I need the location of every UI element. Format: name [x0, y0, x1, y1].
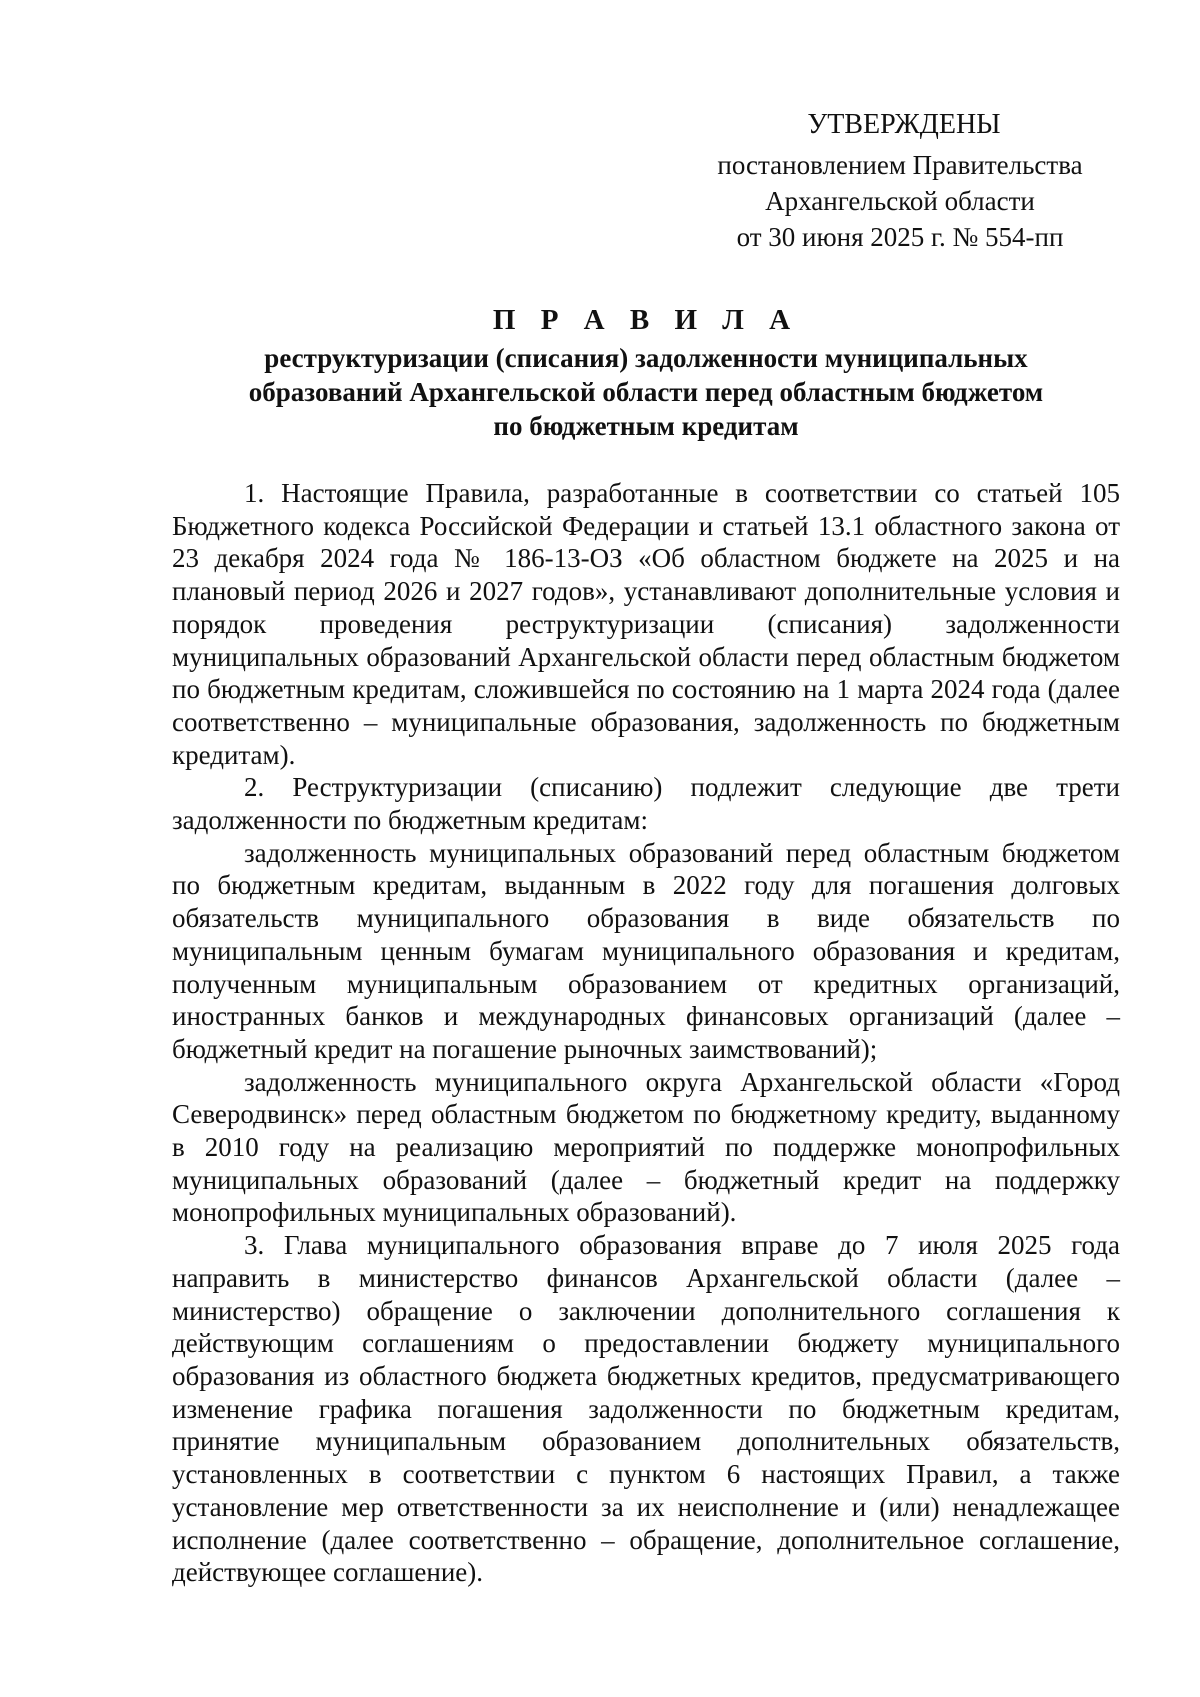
paragraph-1: 1. Настоящие Правила, разработанные в соответствии со статьей 105 Бюджетного кодекса Российской Федерации и статьей 13.1 областного закона от 23 декабря 2024 года № 186-13-ОЗ «Об областном бюджете на 2025 и на плановый период 2026 и 2027 годов», устанавливают дополнительные условия и порядок проведения реструктуризации (списания) задолженности муниципальных образований Архангельской области перед областным бюджетом по бюджетным кредитам, сложившейся по состоянию на 1 марта 2024 года (далее соответственно – муниципальные образования, задолженность по бюджетным кредитам). — [172, 478, 1120, 770]
document-subtitle-line-1: реструктуризации (списания) задолженности муниципальных — [264, 343, 1028, 373]
document-title-block — [172, 300, 1120, 443]
paragraph-2-item-2: задолженность муниципального округа Архангельской области «Город Северодвинск» перед областным бюджетом по бюджетному кредиту, выданному в 2010 году на реализацию мероприятий по поддержке монопрофильных муниципальных образований (далее – бюджетный кредит на поддержку монопрофильных муниципальных образований). — [172, 1066, 1120, 1228]
paragraph-3: 3. Глава муниципального образования вправе до 7 июля 2025 года направить в министерство финансов Архангельской области (далее – министерство) обращение о заключении дополнительного соглашения к действующим соглашениям о предоставлении бюджету муниципального образования из областного бюджета бюджетных кредитов, предусматривающего изменение графика погашения задолженности по бюджетным кредитам, принятие муниципальным образованием дополнительных обязательств, установленных в соответствии с пунктом 6 настоящих Правил, а также установление мер ответственности за их неисполнение и (или) ненадлежащее исполнение (далее соответственно – обращение, дополнительное соглашение, действующее соглашение). — [172, 1230, 1120, 1588]
document-subtitle-line-3: по бюджетным кредитам — [493, 411, 799, 441]
approval-line-1: постановлением Правительства — [717, 150, 1083, 180]
document-body — [172, 477, 1120, 1589]
document-subtitle-line-2: образований Архангельской области перед областным бюджетом — [248, 377, 1044, 407]
approval-stamp — [680, 107, 1120, 255]
document-title: П Р А В И Л А — [492, 304, 800, 336]
paragraph-2: 2. Реструктуризации (списанию) подлежит следующие две трети задолженности по бюджетным кредитам: — [172, 772, 1120, 836]
approval-line-2: Архангельской области — [765, 186, 1035, 216]
approval-line-3: от 30 июня 2025 г. № 554-пп — [736, 222, 1064, 252]
approval-heading: УТВЕРЖДЕНЫ — [807, 109, 1001, 140]
paragraph-2-item-1: задолженность муниципальных образований перед областным бюджетом по бюджетным кредитам, выданным в 2022 году для погашения долговых обязательств муниципального образования в виде обязательств по муниципальным ценным бумагам муниципального образования и кредитам, полученным муниципальным образованием от кредитных организаций, иностранных банков и международных финансовых организаций (далее – бюджетный кредит на погашение рыночных заимствований); — [172, 837, 1120, 1064]
